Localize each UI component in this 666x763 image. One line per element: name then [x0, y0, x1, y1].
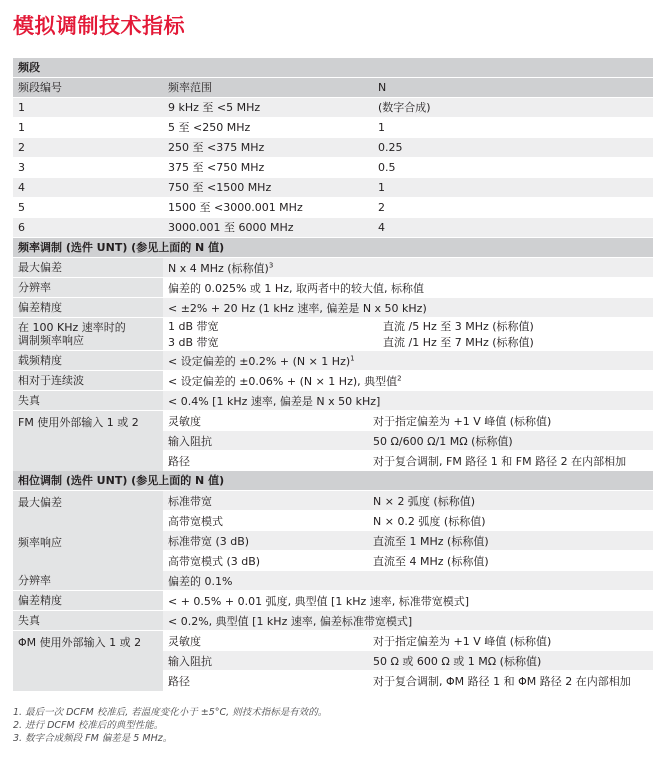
spec-label: 最大偏差 — [13, 491, 163, 531]
spec-label-line: 调制频率响应 — [18, 334, 84, 347]
band-row — [13, 118, 653, 138]
spec-sub-value: 对于指定偏差为 +1 V 峰值 (标称值) — [373, 414, 552, 428]
spec-sub-value: 对于指定偏差为 +1 V 峰值 (标称值) — [373, 634, 552, 648]
footnotes — [13, 706, 327, 745]
spec-sub-value: N × 0.2 弧度 (标称值) — [373, 514, 486, 528]
band-range: 3000.001 至 6000 MHz — [168, 221, 294, 234]
spec-sub-label: 灵敏度 — [168, 414, 201, 428]
band-number: 5 — [18, 201, 25, 214]
band-number: 6 — [18, 221, 25, 234]
spec-block-pm-max-deviation — [13, 491, 653, 531]
band-range: 5 至 <250 MHz — [168, 121, 251, 134]
band-range: 375 至 <750 MHz — [168, 161, 265, 174]
spec-table — [13, 58, 653, 691]
spec-value — [163, 260, 653, 276]
spec-row-fm-relative-cw — [13, 371, 653, 391]
section-title: 频段 — [18, 61, 40, 74]
spec-block-row — [163, 671, 653, 691]
spec-label: 分辨率 — [13, 571, 163, 590]
column-header-n: N — [378, 81, 387, 94]
spec-sub-label: 1 dB 带宽 — [168, 320, 219, 333]
band-range: 750 至 <1500 MHz — [168, 181, 272, 194]
spec-row-fm-distortion — [13, 391, 653, 411]
spec-label: 载频精度 — [13, 351, 163, 370]
footnote-ref: 3 — [268, 260, 274, 269]
spec-label — [13, 318, 163, 350]
band-number: 3 — [18, 161, 25, 174]
spec-block-rows — [163, 411, 653, 471]
spec-block-row — [163, 631, 653, 651]
band-row — [13, 178, 653, 198]
spec-block-row — [163, 551, 653, 571]
spec-value: 偏差的 0.1% — [168, 574, 233, 588]
spec-block-row — [163, 531, 653, 551]
band-n: (数字合成) — [378, 101, 431, 114]
band-row — [13, 198, 653, 218]
spec-label: 分辨率 — [13, 278, 163, 297]
spec-sub-value: 直流 /1 Hz 至 7 MHz (标称值) — [383, 336, 534, 349]
band-number: 2 — [18, 141, 25, 154]
spec-sub-label: 输入阻抗 — [168, 654, 212, 668]
band-row — [13, 218, 653, 238]
spec-sub-value: 直流 /5 Hz 至 3 MHz (标称值) — [383, 320, 534, 333]
spec-sub-label: 灵敏度 — [168, 634, 201, 648]
band-row — [13, 98, 653, 118]
band-number: 4 — [18, 181, 25, 194]
band-number: 1 — [18, 101, 25, 114]
spec-row-fm-accuracy — [13, 298, 653, 318]
spec-sub-value: 50 Ω/600 Ω/1 MΩ (标称值) — [373, 434, 513, 448]
spec-subvalues — [163, 318, 653, 350]
spec-block-row — [163, 451, 653, 471]
footnote-ref: 1 — [350, 353, 355, 362]
spec-label: 最大偏差 — [13, 258, 163, 277]
band-n: 2 — [378, 201, 385, 214]
section-title: 频率调制 (选件 UNT) (参见上面的 N 值) — [18, 241, 225, 254]
footnote: 3. 数字合成频段 FM 偏差是 5 MHz。 — [13, 733, 173, 744]
band-range: 1500 至 <3000.001 MHz — [168, 201, 303, 214]
band-row — [13, 158, 653, 178]
spec-sub-value: 50 Ω 或 600 Ω 或 1 MΩ (标称值) — [373, 654, 542, 668]
band-header-row — [13, 78, 653, 98]
spec-label: FM 使用外部输入 1 或 2 — [13, 411, 163, 471]
section-header-pm — [13, 471, 653, 491]
spec-value — [163, 353, 653, 369]
section-title: 相位调制 (选件 UNT) (参见上面的 N 值) — [18, 474, 225, 487]
spec-value: < 0.4% [1 kHz 速率, 偏差是 N x 50 kHz] — [168, 394, 381, 408]
band-number: 1 — [18, 121, 25, 134]
spec-sub-label: 路径 — [168, 674, 190, 688]
spec-block-row — [163, 651, 653, 671]
footnote: 2. 进行 DCFM 校准后的典型性能。 — [13, 720, 164, 731]
spec-block-rows — [163, 531, 653, 571]
column-header-band-no: 频段编号 — [18, 81, 62, 94]
footnote: 1. 最后一次 DCFM 校准后, 若温度变化小于 ±5°C, 则技术指标是有效的。 — [13, 707, 328, 718]
spec-label: 失真 — [13, 611, 163, 630]
spec-row-fm-frequency-response — [13, 318, 653, 351]
spec-value: 偏差的 0.025% 或 1 Hz, 取两者中的较大值, 标称值 — [168, 281, 424, 295]
spec-label-line: 在 100 KHz 速率时的 — [18, 321, 126, 334]
spec-value: < + 0.5% + 0.01 弧度, 典型值 [1 kHz 速率, 标准带宽模式] — [168, 594, 470, 608]
spec-row-pm-resolution — [13, 571, 653, 591]
band-range: 250 至 <375 MHz — [168, 141, 265, 154]
spec-sub-label: 高带宽模式 — [168, 514, 223, 528]
spec-block-row — [163, 411, 653, 431]
band-n: 4 — [378, 221, 385, 234]
band-n: 1 — [378, 121, 385, 134]
section-header-fm — [13, 238, 653, 258]
spec-label: 偏差精度 — [13, 298, 163, 317]
spec-block-row — [163, 511, 653, 531]
spec-block-row — [163, 491, 653, 511]
band-row — [13, 138, 653, 158]
spec-sub-value: 对于复合调制, FM 路径 1 和 FM 路径 2 在内部相加 — [373, 454, 627, 468]
footnote-ref: 2 — [397, 373, 402, 382]
spec-label: ΦM 使用外部输入 1 或 2 — [13, 631, 163, 691]
spec-value-text: N x 4 MHz (标称值) — [168, 261, 269, 275]
spec-sub-label: 高带宽模式 (3 dB) — [168, 554, 261, 568]
band-n: 1 — [378, 181, 385, 194]
spec-value — [163, 373, 653, 389]
spec-row-pm-distortion — [13, 611, 653, 631]
spec-block-pm-frequency-response — [13, 531, 653, 571]
spec-row-fm-carrier-accuracy — [13, 351, 653, 371]
spec-subcol — [378, 318, 653, 350]
spec-sub-label: 路径 — [168, 454, 190, 468]
section-header-bands — [13, 58, 653, 78]
spec-sub-label: 3 dB 带宽 — [168, 336, 219, 349]
band-n: 0.25 — [378, 141, 403, 154]
spec-row-fm-max-deviation — [13, 258, 653, 278]
spec-label: 相对于连续波 — [13, 371, 163, 390]
spec-sub-label: 标准带宽 — [168, 494, 212, 508]
spec-row-fm-resolution — [13, 278, 653, 298]
spec-block-rows — [163, 491, 653, 531]
spec-value-text: < 设定偏差的 ±0.06% + (N × 1 Hz), 典型值 — [168, 374, 398, 388]
column-header-frequency-range: 频率范围 — [168, 81, 212, 94]
spec-sub-label: 输入阻抗 — [168, 434, 212, 448]
band-range: 9 kHz 至 <5 MHz — [168, 101, 261, 114]
spec-sub-value: 直流至 1 MHz (标称值) — [373, 534, 489, 548]
spec-block-fm-external-input — [13, 411, 653, 471]
spec-label: 偏差精度 — [13, 591, 163, 610]
spec-subcol — [163, 318, 378, 350]
spec-sub-label: 标准带宽 (3 dB) — [168, 534, 250, 548]
spec-value-text: < 设定偏差的 ±0.2% + (N × 1 Hz) — [168, 354, 351, 368]
spec-row-pm-accuracy — [13, 591, 653, 611]
spec-block-rows — [163, 631, 653, 691]
band-n: 0.5 — [378, 161, 396, 174]
page-title: 模拟调制技术指标 — [13, 14, 185, 38]
spec-label: 频率响应 — [13, 531, 163, 571]
spec-sub-value: 对于复合调制, ΦM 路径 1 和 ΦM 路径 2 在内部相加 — [373, 674, 631, 688]
spec-sub-value: N × 2 弧度 (标称值) — [373, 494, 476, 508]
spec-value: < 0.2%, 典型值 [1 kHz 速率, 偏差标准带宽模式] — [168, 614, 413, 628]
spec-value: < ±2% + 20 Hz (1 kHz 速率, 偏差是 N x 50 kHz) — [168, 301, 427, 315]
spec-block-pm-external-input — [13, 631, 653, 691]
spec-label: 失真 — [13, 391, 163, 410]
spec-sub-value: 直流至 4 MHz (标称值) — [373, 554, 489, 568]
spec-block-row — [163, 431, 653, 451]
